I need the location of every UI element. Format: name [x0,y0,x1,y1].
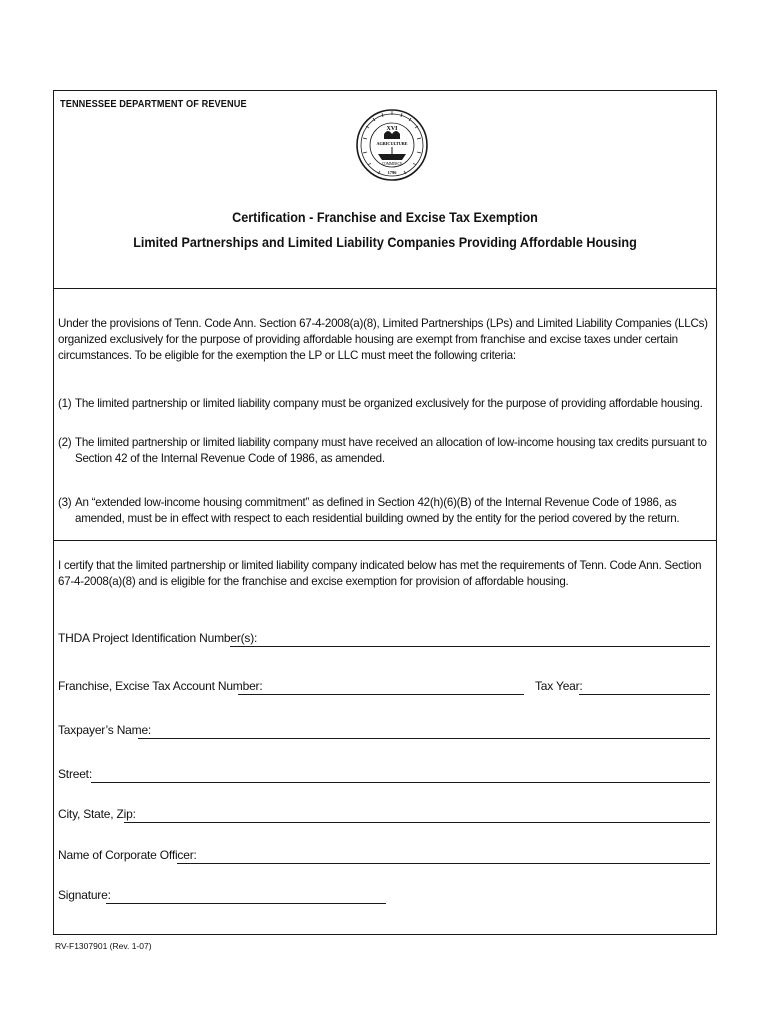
criteria-item [58,435,710,467]
tax-year-input-line[interactable] [579,694,710,695]
criteria-text: The limited partnership or limited liability company must be organized exclusively for the purpose of providing affordable housing. [75,397,703,410]
account-number-label: Franchise, Excise Tax Account Number: [58,679,263,693]
criteria-text: An “extended low-income housing commitment” as defined in Section 42(h)(6)(B) of the Internal Revenue Code of 1986, as amended, must be in effect with respect to each residential building owned by the entity for the period covered by the return. [75,496,680,525]
certification-statement: I certify that the limited partnership or limited liability company indicated below has met the requirements of Tenn. Code Ann. Section 67-4-2008(a)(8) and is eligible for the franchise and excise exemption for provision of affordable housing. [58,559,702,588]
street-input-line[interactable] [91,782,710,783]
seal-commerce-label: COMMERCE [381,162,403,166]
tennessee-state-seal [356,98,428,192]
corporate-officer-input-line[interactable] [177,863,710,864]
taxpayer-name-input-line[interactable] [138,738,710,739]
section-divider [54,540,716,541]
taxpayer-name-label: Taxpayer’s Name: [58,723,152,737]
form-title: Certification - Franchise and Excise Tax Exemption [232,209,538,225]
signature-input-line[interactable] [106,903,386,904]
account-number-input-line[interactable] [238,694,524,695]
seal-agriculture-label: AGRICULTURE [376,141,408,146]
thda-input-line[interactable] [230,646,710,647]
criteria-number: (3) [58,496,72,509]
department-name: TENNESSEE DEPARTMENT OF REVENUE [60,99,247,110]
criteria-number: (2) [58,436,72,449]
form-number: RV-F1307901 (Rev. 1-07) [55,941,152,951]
criteria-number: (1) [58,397,72,410]
signature-label: Signature: [58,888,111,902]
tax-year-label: Tax Year: [535,679,583,693]
section-divider [54,288,716,289]
criteria-item [58,495,710,527]
city-state-zip-label: City, State, Zip: [58,807,136,821]
intro-paragraph: Under the provisions of Tenn. Code Ann. Section 67-4-2008(a)(8), Limited Partnerships (LPs) and Limited Liability Companies (LLCs) organized exclusively for the purpose of providing affordable housing are exempt from franchise and excise taxes under certain circumstances. To be eligible for the exemption the LP or LLC must meet the following criteria: [58,317,708,362]
criteria-item [58,396,710,412]
street-label: Street: [58,767,92,781]
form-subtitle: Limited Partnerships and Limited Liability Companies Providing Affordable Housing [133,234,637,250]
form-frame [53,90,717,935]
corporate-officer-label: Name of Corporate Officer: [58,848,197,862]
criteria-text: The limited partnership or limited liability company must have received an allocation of low-income housing tax credits pursuant to Section 42 of the Internal Revenue Code of 1986, as amended. [75,436,707,465]
seal-year: 1796 [387,170,397,175]
seal-roman-numeral: XVI [386,126,398,132]
city-state-zip-input-line[interactable] [124,822,710,823]
thda-label: THDA Project Identification Number(s): [58,631,258,645]
